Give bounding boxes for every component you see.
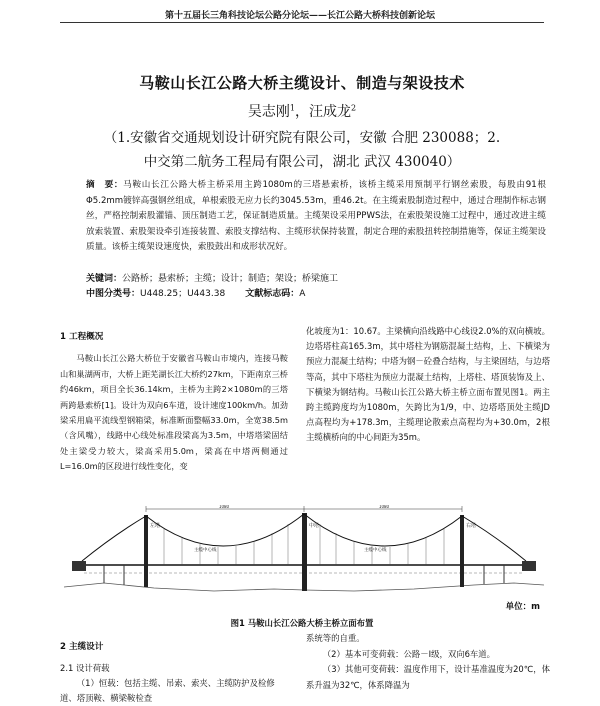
hangers-left (164, 524, 288, 565)
keywords-text: 公路桥；悬索桥；主缆；设计；制造；架设；桥梁施工 (122, 274, 339, 284)
author-name-2: 汪成龙 (309, 104, 351, 120)
keywords (86, 271, 546, 284)
section-2-heading: 2 主缆设计 (60, 642, 104, 652)
paper-title: 马鞍山长江公路大桥主缆设计、制造与架设技术 (139, 74, 465, 92)
left-span-label: 1080 (218, 505, 230, 509)
left-tower (144, 515, 148, 587)
main-cable-left (82, 514, 304, 561)
author-mark-2: 2 (351, 103, 357, 113)
bridge-elevation-figure (64, 505, 544, 597)
doc-code-value: A (299, 289, 306, 299)
middle-tower (302, 513, 307, 591)
affiliation-line-1: （1.安徽省交通规划设计研究院有限公司，安徽 合肥 230088；2. (103, 130, 501, 146)
right-tower (460, 515, 464, 587)
abstract (86, 178, 546, 256)
section-2-right-column (306, 631, 550, 693)
section-1-right-column (306, 324, 550, 446)
author-line (60, 101, 544, 121)
left-anchorage (72, 561, 86, 571)
right-cable-label: 主缆中心线 (364, 548, 387, 553)
header-rule (60, 22, 544, 23)
section-1-paragraph-right: 化坡度为1：10.67。主梁横向沿线路中心线设2.0%的双向横坡。边塔塔柱高165.3m，其中塔柱为钢筋混凝土结构，上、下横梁为预应力混凝土结构；中塔为钢－砼叠合结构，与主梁固结，与边塔等高，其中下塔柱为预应力混凝土结构，上塔柱、塔顶装饰及上、下横梁为钢结构。马鞍山长江公路大桥主桥立面布置见图1。两主跨主缆跨度均为1080m，矢跨比为1/9，中、边塔塔顶处主缆JD点高程均为+178.3m，主缆理论散索点高程均为+30.0m，2根主缆横桥向的中心间距为35m。 (306, 326, 550, 443)
abstract-label: 摘 要： (86, 180, 124, 190)
affiliation-line-2: 中交第二航务工程局有限公司，湖北 武汉 430040） (143, 154, 461, 170)
load-item-1: （1）恒载：包括主缆、吊索、索夹、主缆防护及检修道、塔顶鞍、横梁鞍检查 (60, 678, 275, 703)
running-header: 第十五届长三角科技论坛公路分论坛——长江公路大桥科技创新论坛 (164, 11, 435, 21)
left-cable-label: 主缆中心线 (194, 548, 217, 553)
class-label: 中图分类号： (86, 289, 141, 299)
author-separator: ， (295, 104, 309, 120)
keywords-label: 关键词： (86, 274, 123, 284)
abstract-text: 马鞍山长江公路大桥主桥采用主跨1080m的三塔悬索桥，该桥主缆采用预制平行钢丝索股，每股由91根Φ5.2mm镀锌高强钢丝组成，单根索股无应力长约3045.53m，重46.2t。在主缆索股制造过程中，通过合理制作标志钢丝，严格控制索股灌锚、顶压制造工艺，保证制造质量。主缆架设采用PPWS法，在索股架设施工过程中，通过改进主缆放索装置、索股架设牵引连接装置、索股支撑结构、主缆形状保持装置，制定合理的索股扭转控制措施等，保证主缆架设质量。该桥主缆架设速度快，索股鼓出和成形状况好。 (86, 180, 546, 253)
section-2-left-column (60, 640, 288, 706)
author-name-1: 吴志刚 (247, 104, 290, 120)
right-anchorage (522, 561, 536, 571)
load-item-1-cont: 系统等的自重。 (306, 633, 365, 643)
class-value: U448.25；U443.38 (140, 289, 226, 299)
main-cable-right (304, 514, 526, 561)
middle-tower-label: 中塔 (309, 523, 320, 529)
hangers-right (320, 524, 444, 565)
figure-units: 单位：m (505, 602, 540, 612)
section-1-heading: 1 工程概况 (60, 332, 104, 342)
doc-code-label: 文献标志码： (245, 289, 300, 299)
classification-line (86, 286, 546, 299)
figure-caption: 图1 马鞍山长江公路大桥主桥立面布置 (230, 618, 374, 628)
author-mark-1: 1 (289, 103, 295, 113)
section-2-1-heading: 2.1 设计荷载 (60, 663, 110, 673)
section-1-left-column (60, 330, 288, 475)
right-tower-label: 右塔 (466, 523, 477, 529)
right-span-label: 1080 (378, 505, 390, 509)
section-1-paragraph-left: 马鞍山长江公路大桥位于安徽省马鞍山市境内，连接马鞍山和巢湖两市，大桥上距芜湖长江大桥约27km，下距南京三桥约46km，项目全长36.14km，主桥为主跨2×1080m的三塔两跨悬索桥[1]。设计为双向6车道，设计速度100km/h。加劲梁采用扁平流线型钢箱梁，标准断面整幅33.0m，全宽38.5m（含风嘴），线路中心线处标准段梁高为3.5m，中塔塔梁固结处主梁受力较大，梁高采用5.0m，梁高在中塔两侧通过L=16.0m的区段进行线性变化，变 (60, 353, 288, 472)
left-tower-label: 左塔 (150, 523, 161, 529)
load-item-3: （3）其他可变荷载：温度作用下，设计基准温度为20℃，体系升温为32℃，体系降温为 (306, 664, 550, 690)
affiliations (60, 126, 544, 174)
load-item-2: （2）基本可变荷载：公路－Ⅰ级，双向6车道。 (322, 648, 496, 659)
